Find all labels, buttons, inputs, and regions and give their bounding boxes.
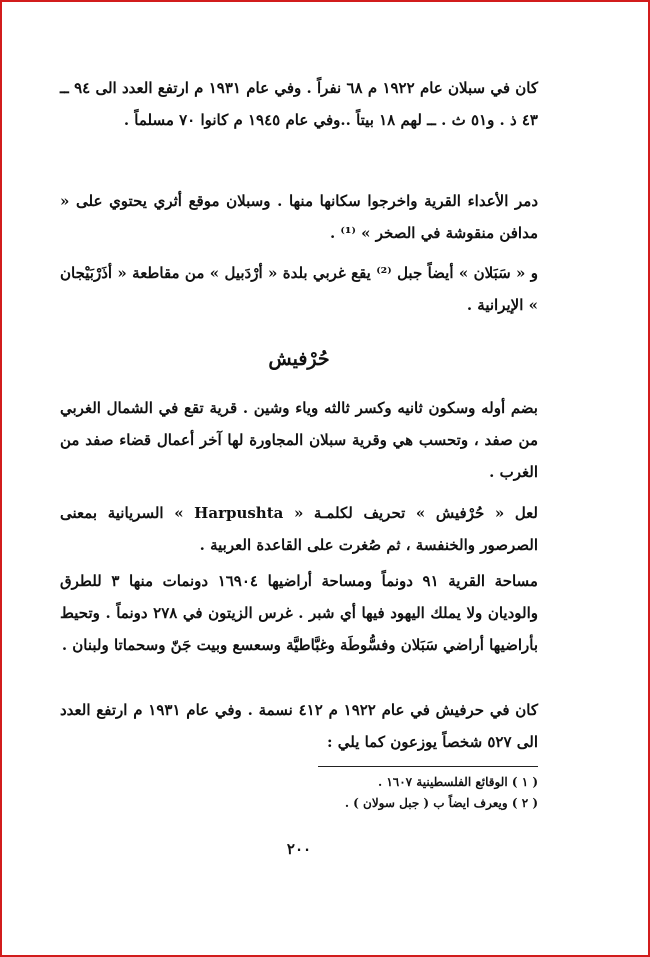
paragraph-hurfeish-area: مساحة القرية ٩١ دونماً ومساحة أراضيها ١٦٩٠٤ دونمات منها ٣ للطرق والوديان ولا يملك اليهود فيها أي شبر . غرس الزيتون في ٢٧٨ دونماً . وتحيط بأراضيها أراضي سَبَلان وفسُّوطَة وغبَّاطيَّة وسعسع وبيت جَنّ وسحماتا ولبنان . <box>60 572 538 654</box>
paragraph-hurfeish-etymology: لعل « حُرْفيش » تحريف لكلمـة « Harpushta » السريانية بمعنى الصرصور والخنفسة ، ثم صُغرت على القاعدة العربية . <box>60 504 538 554</box>
page-number: ٢٠٠ <box>286 840 312 858</box>
footnotes <box>60 772 538 814</box>
paragraph-sabalan-population: كان في سبلان عام ١٩٢٢ م ٦٨ نفراً . وفي عام ١٩٣١ م ارتفع العدد الى ٩٤ ــ ٤٣ ذ . و٥١ ث . ــ لهم ١٨ بيتاً ..وفي عام ١٩٤٥ م كانوا ٧٠ مسلماً . <box>60 79 539 129</box>
paragraph-sabalan-mountain: و « سَبَلان » أيضاً جبل ⁽²⁾ يقع غربي بلدة « أرْدَبيل » من مقاطعة « أذَرْبَيْجان » الإيرانية . <box>60 264 538 314</box>
footnote-1: ( ١ ) الوقائع الفلسطينية ١٦٠٧ . <box>377 775 538 789</box>
paragraph-hurfeish-location: بضم أوله وسكون ثانيه وكسر ثالثه وياء وشين . قرية تقع في الشمال الغربي من صفد ، وتحسب هي وقرية سبلان المجاورة لها آخر أعمال قضاء صفد من الغرب . <box>60 399 538 481</box>
footnote-2: ( ٢ ) ويعرف ايضاً ب ( جبل سولان ) . <box>344 796 538 810</box>
paragraph-hurfeish-population: كان في حرفيش في عام ١٩٢٢ م ٤١٢ نسمة . وفي عام ١٩٣١ م ارتفع العدد الى ٥٢٧ شخصاً يوزعون كما يلي : <box>60 701 538 751</box>
paragraph-sabalan-destruction: دمر الأعداء القرية واخرجوا سكانها منها . وسبلان موقع أثري يحتوي على « مدافن منقوشة في الصخر » ⁽¹⁾ . <box>60 192 538 242</box>
footnote-divider <box>318 766 538 767</box>
section-heading-hurfeish: حُرْفيش <box>268 348 330 370</box>
